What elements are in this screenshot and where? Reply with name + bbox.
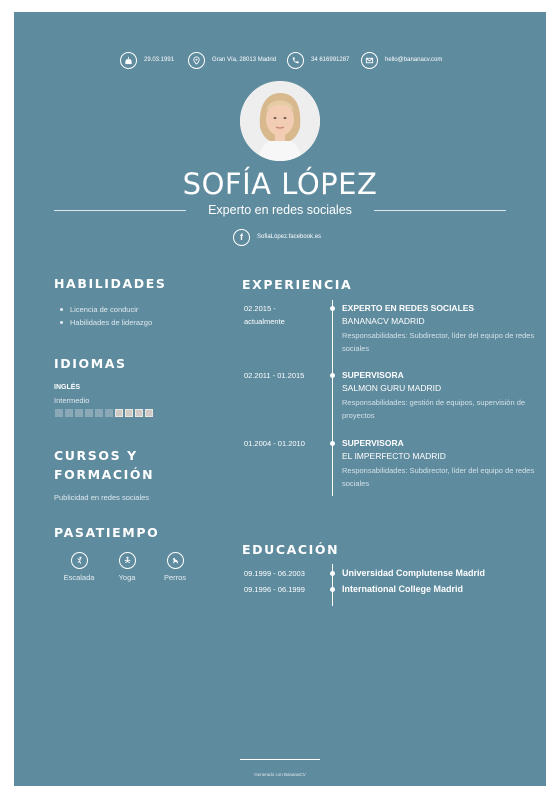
hobby-label: Perros bbox=[163, 573, 187, 582]
birthdate-text: 29.03.1991 bbox=[144, 57, 175, 63]
facebook-icon: f bbox=[233, 229, 250, 246]
timeline-dot bbox=[330, 571, 335, 576]
facebook-text: SofiaLópez.facebook.es bbox=[257, 234, 322, 240]
email-text: hello@bananacv.com bbox=[385, 57, 443, 63]
skills-heading: HABILIDADES bbox=[54, 276, 167, 291]
phone-icon bbox=[287, 52, 304, 69]
experience-timeline-line bbox=[332, 300, 333, 496]
hobby-item bbox=[155, 552, 195, 582]
climbing-icon bbox=[71, 552, 88, 569]
entry-company: BANANACV MADRID bbox=[342, 316, 425, 326]
entry-title: SUPERVISORA bbox=[342, 370, 404, 380]
level-dot bbox=[65, 409, 73, 417]
hobby-label: Escalada bbox=[63, 573, 95, 582]
entry-company: EL IMPERFECTO MADRID bbox=[342, 451, 446, 461]
languages-heading: IDIOMAS bbox=[54, 356, 127, 371]
education-heading: EDUCACIÓN bbox=[242, 542, 340, 557]
contact-email bbox=[361, 50, 442, 70]
phone-text: 34 616991287 bbox=[311, 57, 350, 63]
courses-heading-line2: FORMACIÓN bbox=[54, 467, 155, 482]
entry-company: SALMON GURU MADRID bbox=[342, 383, 442, 393]
entry-title: EXPERTO EN REDES SOCIALES bbox=[342, 303, 475, 313]
entry-description: Responsabilidades: gestión de equipos, supervisión de proyectos bbox=[342, 398, 526, 420]
courses-heading-line1: CURSOS Y bbox=[54, 448, 138, 463]
level-dot bbox=[95, 409, 103, 417]
level-dot bbox=[135, 409, 143, 417]
level-dot bbox=[145, 409, 153, 417]
timeline-dot bbox=[330, 373, 335, 378]
contact-address bbox=[188, 50, 276, 70]
language-level-meter bbox=[55, 409, 153, 417]
social-link[interactable] bbox=[233, 228, 321, 246]
entry-date: 01.2004 - 01.2010 bbox=[244, 439, 305, 448]
hobbies-heading: PASATIEMPO bbox=[54, 525, 160, 540]
list-item: Licencia de conducir bbox=[57, 303, 152, 316]
level-dot bbox=[55, 409, 63, 417]
entry-title: SUPERVISORA bbox=[342, 438, 404, 448]
entry-title: International College Madrid bbox=[342, 584, 464, 594]
entry-date: 09.1996 - 06.1999 bbox=[244, 585, 305, 594]
cake-icon bbox=[120, 52, 137, 69]
level-dot bbox=[115, 409, 123, 417]
timeline-dot bbox=[330, 587, 335, 592]
email-icon bbox=[361, 52, 378, 69]
entry-description: Responsabilidades: Subdirector, líder del equipo de redes sociales bbox=[342, 466, 535, 488]
skills-list bbox=[57, 303, 152, 329]
language-name: INGLÉS bbox=[54, 384, 81, 391]
language-level: Intermedio bbox=[54, 396, 90, 405]
dog-icon bbox=[167, 552, 184, 569]
list-item: Habilidades de liderazgo bbox=[57, 316, 152, 329]
entry-title: Universidad Complutense Madrid bbox=[342, 568, 486, 578]
experience-heading: EXPERIENCIA bbox=[242, 277, 353, 292]
full-name: SOFÍA LÓPEZ bbox=[182, 167, 378, 201]
level-dot bbox=[105, 409, 113, 417]
profile-photo bbox=[240, 81, 320, 161]
level-dot bbox=[125, 409, 133, 417]
footer-divider bbox=[240, 759, 320, 760]
entry-date: 02.2011 - 01.2015 bbox=[244, 371, 305, 380]
hobby-item bbox=[59, 552, 99, 582]
resume-page bbox=[14, 12, 546, 786]
hobby-item bbox=[107, 552, 147, 582]
yoga-icon bbox=[119, 552, 136, 569]
contact-phone bbox=[287, 50, 349, 70]
contact-birthdate bbox=[120, 50, 174, 70]
address-text: Gran Vía, 28013 Madrid bbox=[212, 57, 277, 63]
entry-description: Responsabilidades: Subdirector, líder del equipo de redes sociales bbox=[342, 331, 535, 353]
timeline-dot bbox=[330, 441, 335, 446]
timeline-dot bbox=[330, 306, 335, 311]
entry-date: 09.1999 - 06.2003 bbox=[244, 569, 305, 578]
entry-date: 02.2015 - actualmente bbox=[244, 304, 285, 326]
hobby-label: Yoga bbox=[118, 573, 136, 582]
level-dot bbox=[75, 409, 83, 417]
headline: Experto en redes sociales bbox=[208, 203, 352, 217]
location-pin-icon bbox=[188, 52, 205, 69]
level-dot bbox=[85, 409, 93, 417]
contact-bar bbox=[14, 50, 546, 70]
course-item: Publicidad en redes sociales bbox=[54, 493, 150, 502]
footer-credit: Generado con BananaCV bbox=[254, 772, 306, 777]
